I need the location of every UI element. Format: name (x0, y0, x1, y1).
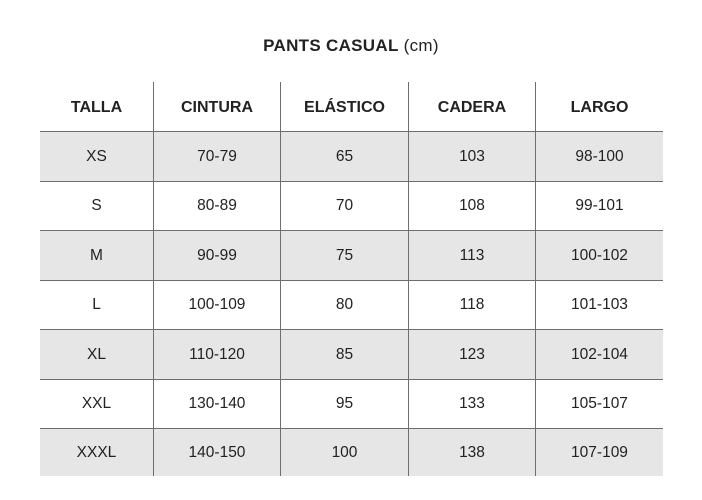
cell-talla: S (91, 197, 102, 214)
cell-talla: XXL (81, 395, 112, 412)
table-row (40, 379, 663, 428)
cell-cintura: 130-140 (153, 380, 280, 428)
cell-cintura: 70-79 (153, 132, 280, 181)
cell-talla: XS (86, 147, 107, 165)
cell-largo: 100-102 (535, 231, 663, 280)
title-text: PANTS CASUAL (263, 36, 399, 55)
cell-cadera: 113 (408, 231, 535, 280)
cell-elastico: 100 (280, 429, 408, 476)
table-header-row (40, 82, 663, 131)
cell-cintura: 110-120 (153, 330, 280, 379)
cell-elastico: 85 (280, 330, 408, 379)
cell-cadera: 108 (408, 182, 535, 230)
table-row (40, 280, 663, 329)
cell-cadera: 123 (408, 330, 535, 379)
table-row (40, 329, 663, 379)
cell-cadera: 133 (408, 380, 535, 428)
cell-elastico: 75 (280, 231, 408, 280)
cell-cintura: 90-99 (153, 231, 280, 280)
table-row (40, 131, 663, 181)
cell-cadera: 103 (408, 132, 535, 181)
table-row (40, 428, 663, 476)
title-unit: (cm) (403, 36, 439, 55)
header-cintura: CINTURA (153, 82, 280, 131)
cell-elastico: 70 (280, 182, 408, 230)
cell-elastico: 80 (280, 281, 408, 329)
header-talla: TALLA (70, 98, 123, 116)
cell-largo: 105-107 (535, 380, 663, 428)
cell-talla: XXXL (76, 443, 117, 461)
header-elastico: ELÁSTICO (280, 82, 408, 131)
cell-largo: 99-101 (535, 182, 663, 230)
table-row (40, 230, 663, 280)
cell-elastico: 95 (280, 380, 408, 428)
table-row (40, 181, 663, 230)
cell-cintura: 80-89 (153, 182, 280, 230)
cell-elastico: 65 (280, 132, 408, 181)
cell-cadera: 138 (408, 429, 535, 476)
cell-largo: 102-104 (535, 330, 663, 379)
cell-cadera: 118 (408, 281, 535, 329)
cell-largo: 98-100 (535, 132, 663, 181)
cell-largo: 107-109 (535, 429, 663, 476)
size-table (40, 82, 663, 476)
page-title (0, 36, 702, 56)
cell-talla: XL (87, 345, 106, 363)
header-cadera: CADERA (408, 82, 535, 131)
cell-largo: 101-103 (535, 281, 663, 329)
cell-talla: M (90, 246, 103, 264)
cell-cintura: 140-150 (153, 429, 280, 476)
cell-talla: L (92, 296, 101, 313)
cell-cintura: 100-109 (153, 281, 280, 329)
header-largo: LARGO (535, 82, 663, 131)
